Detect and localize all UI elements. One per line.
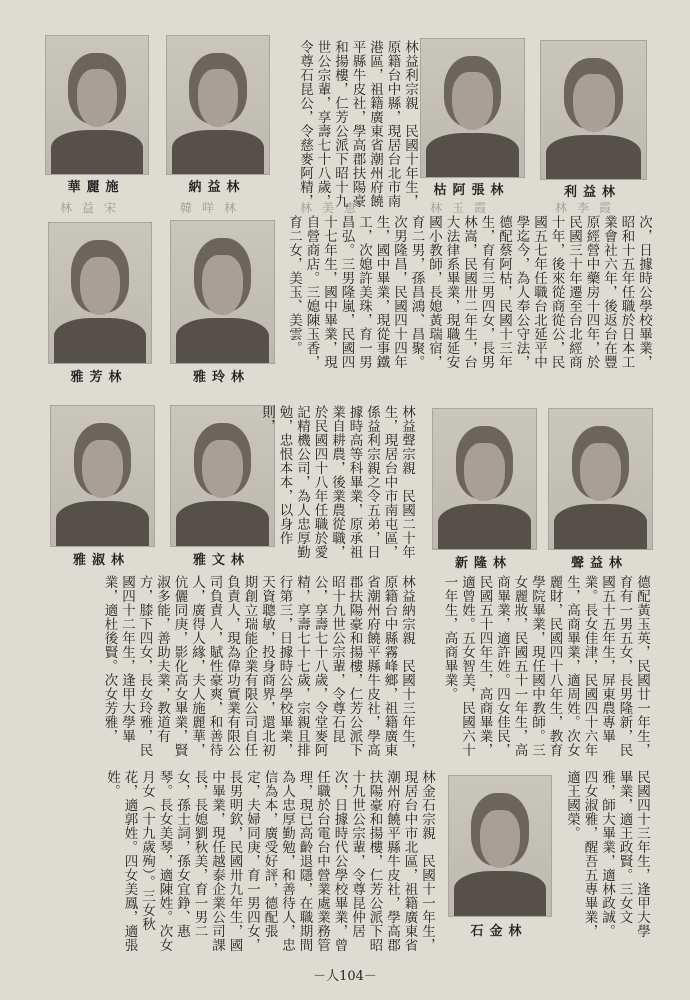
portrait-caption: 雅文林	[192, 553, 250, 568]
portrait-photo	[432, 408, 537, 550]
portrait-caption: 雅淑林	[72, 553, 130, 568]
faint-caption: 林李霞	[555, 201, 622, 215]
portrait-caption: 雅玲林	[192, 370, 250, 385]
faint-caption: 林益宋	[60, 201, 127, 215]
portrait-photo	[420, 38, 525, 178]
faint-caption: 韓咩林	[180, 201, 247, 215]
portrait-photo	[548, 408, 653, 550]
portrait-caption: 枯阿張林	[433, 183, 510, 198]
portrait-caption: 聲益林	[570, 556, 628, 571]
portrait-photo	[448, 775, 552, 917]
portrait-photo	[50, 405, 155, 547]
portrait-photo	[540, 40, 647, 180]
faint-caption: 林美恵	[300, 201, 367, 215]
bio-text-lin-yi-li: 林益利宗親 民國十年生，原籍台中縣，現居台北市南港區，祖籍廣東省潮州府饒平縣牛皮社，學高郡扶陽豪和揚樓，仁芳公派下昭十九世公宗輩，享壽七十八歲，令尊石昆公，令慈麥阿精，	[297, 40, 418, 208]
bio-text-lin-yi-sheng: 林益聲宗親 民國二十年生，現居台中市南屯區，係益利宗親之令五弟，日據時高等科畢業，原承祖業自耕農，後業農從職，於民國四十八年任職於愛記精機公司，為人忠厚勤勉，忠恨本本，以身作則，	[259, 405, 415, 559]
portrait-caption: 華麗施	[67, 180, 125, 195]
portrait-caption: 利益林	[563, 185, 621, 200]
portrait-caption: 雅芳林	[70, 370, 128, 385]
portrait-caption: 新隆林	[454, 556, 512, 571]
bio-text-lin-yi-na: 林益納宗親 民國十三年生，原籍台中縣霧峰鄉，祖籍廣東省潮州府饒平縣牛皮社，學高郡扶陽豪和揚樓，仁芳公派下昭十九世公宗輩，令尊石昆公，享壽七十八歲，令堂麥阿精，享壽七十七歲，宗親且排行第三，日據時公學校畢業，天資聰敏，投身商界，還北初期創立瑞能企業有限公司自任負責人，現為偉功實業有限公司負責人，賦性豪爽，和善待人，廣得人緣，夫人施麗華，伉儷同庚，影化高女畢業，賢淑多能，善助夫業，教道有方，膝下四女，長女玲雅，民國四十二年生，逢甲大學畢業，適杜後賢。次女芳雅，	[101, 575, 415, 757]
portrait-photo	[166, 35, 270, 175]
bio-text-daughters: 民國四十三年生，逢甲大學畢業，適王政賢。三女文雅，師大畢業，適林政誠。四女淑雅，醒吾五專畢業，適王國榮。	[564, 770, 650, 938]
bio-text-continued: 次，日據時公學校畢業，昭和十五年任職於日本工業會社六年，後返台在豐原經營中藥房十四年，於民國三十年遷至台北經商十年，後來從商從公，民國五七年任職台北延平中學迄今，為人奉公守法，德配蔡阿枯，民國十三年生，育有三男四女，長男林嵩，民國卅二年生，台大法律系畢業，現職延安國小教師，長媳黃瑞宿，育二男，孫昌鴻、昌聚。次男隆昌，民國四十四年生，國中畢業，現從事鐵工，次媳許美珠，育一男昌弘。三男隆嵐，民國四十七年生，國中畢業，現自營商店。三媳陳玉香，育二女，美玉、美雲。	[286, 215, 652, 369]
faint-caption: 林玉霞	[430, 201, 497, 215]
portrait-photo	[48, 222, 152, 364]
portrait-caption: 納益林	[188, 180, 246, 195]
bio-text-family: 德配黃玉英，民國廿一年生，育有一男五女，長男隆新，民國五十五年生，屏東農專畢業。長女佳津，民國四十六年生，高商畢業，適周姓。次女麗財，民國四十八年生，教育學院畢業，現任國中教師。三女麗妝，民國五十一年生，高商畢業，適許姓。四女佳民，民國五十四年生，高商畢業，適曾姓。五女智美，民國六十一年生，高商畢業。	[441, 575, 650, 757]
page-number: －人104－	[313, 969, 377, 984]
portrait-caption: 石金林	[470, 924, 528, 939]
bio-text-lin-jin-shi: 林金石宗親 民國十一年生，現居台中市北區，祖籍廣東省潮州府饒平縣牛皮社，學高郡扶陽豪和揚樓，仁芳公派下昭十九世公宗輩，令尊昆仲居次，日據時代公學校畢業，曾任職於台電台中營業處業務管理，現已高齡退隱，在職期間為人忠厚勤勉，和善待人，忠信為本，廣受好評，德配張定，夫婦同庚，育一男四女，長男明欽，民國卅九年生，國中畢業，現任越泰企業公司課長，長媳劉秋美，育一男二女，孫士詞，孫女宜錚、惠琴。長女美琴，適陳姓。次女月女（十九歲殉）。三女秋花，適郭姓。四女美鳳，適張姓。	[104, 770, 435, 952]
portrait-photo	[170, 220, 275, 364]
portrait-photo	[45, 35, 149, 175]
